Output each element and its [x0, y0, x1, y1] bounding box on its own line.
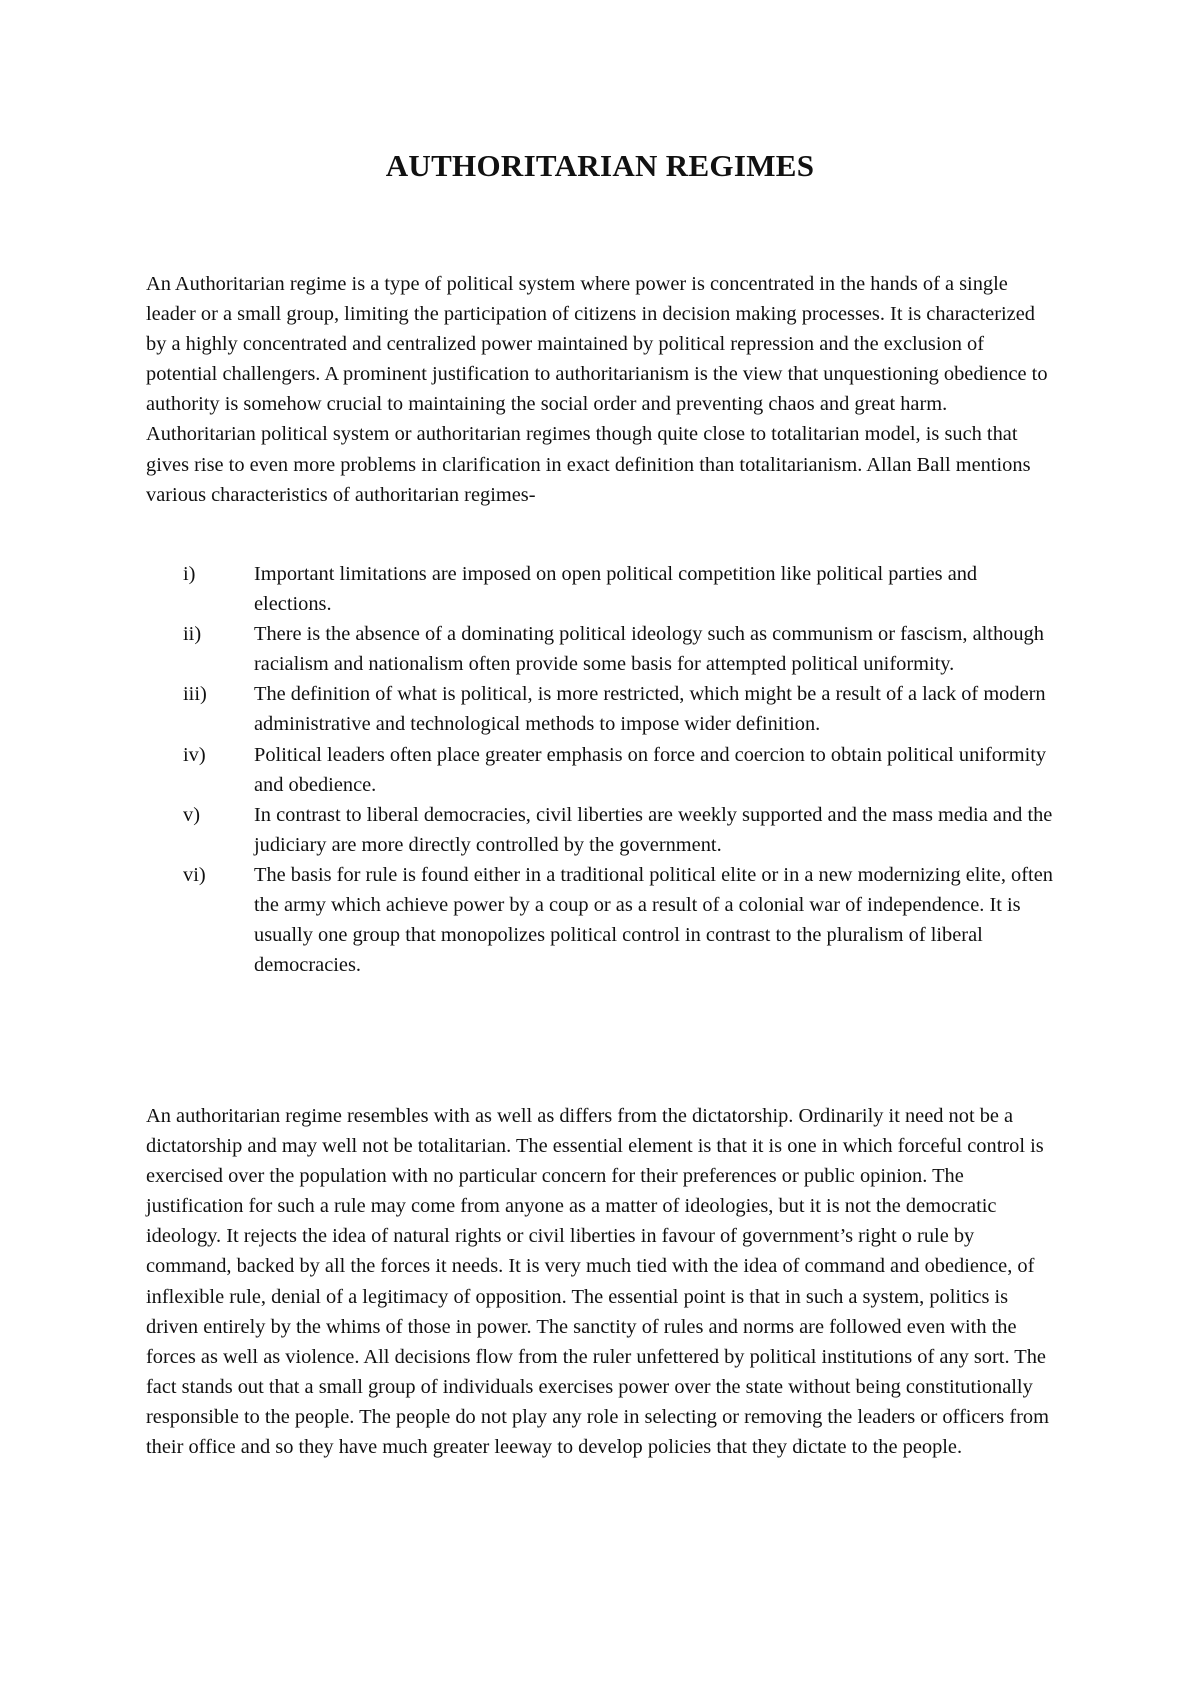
list-item-text: Important limitations are imposed on open political competition like political parties and elections.: [254, 563, 978, 616]
list-item-number: i): [183, 563, 196, 585]
list-item-number: v): [183, 803, 200, 826]
list-item-number: iii): [183, 683, 207, 706]
list-item: [146, 679, 1056, 739]
document-title: AUTHORITARIAN REGIMES: [385, 148, 815, 183]
list-item: [146, 559, 1056, 619]
list-item-number: iv): [183, 743, 206, 766]
list-item-number: vi): [183, 863, 206, 886]
intro-paragraph: An Authoritarian regime is a type of political system where power is concentrated in the hands of a single leader or a small group, limiting the participation of citizens in decision making processes. It is characterized by a highly concentrated and centralized power maintained by political repression and the exclusion of potential challengers. A prominent justification to authoritarianism is the view that unquestioning obedience to authority is somehow crucial to maintaining the social order and preventing chaos and great harm. Authoritarian political system or authoritarian regimes though quite close to totalitarian model, is such that gives rise to even more problems in clarification in exact definition than totalitarianism. Allan Ball mentions various characteristics of authoritarian regimes-: [146, 273, 1048, 506]
list-item-text: There is the absence of a dominating political ideology such as communism or fascism, although racialism and nationalism often provide some basis for attempted political uniformity.: [254, 623, 1044, 676]
list-item-text: The basis for rule is found either in a traditional political elite or in a new modernizing elite, often the army which achieve power by a coup or as a result of a colonial war of independence. It is usually one group that monopolizes political control in contrast to the pluralism of liberal democracies.: [254, 863, 1053, 977]
list-item: [146, 619, 1056, 679]
list-item-number: ii): [183, 623, 202, 646]
list-item-text: Political leaders often place greater emphasis on force and coercion to obtain political uniformity and obedience.: [254, 743, 1047, 796]
list-item-text: In contrast to liberal democracies, civil liberties are weekly supported and the mass media and the judiciary are more directly controlled by the government.: [254, 803, 1053, 856]
list-item: [146, 800, 1056, 860]
list-item-text: The definition of what is political, is more restricted, which might be a result of a lack of modern administrative and technological methods to impose wider definition.: [254, 683, 1046, 736]
characteristics-list: [146, 559, 1056, 980]
second-paragraph: An authoritarian regime resembles with as well as differs from the dictatorship. Ordinarily it need not be a dictatorship and may well not be totalitarian. The essential element is that it is one in which forceful control is exercised over the population with no particular concern for their preferences or public opinion. The justification for such a rule may come from anyone as a matter of ideologies, but it is not the democratic ideology. It rejects the idea of natural rights or civil liberties in favour of government’s right o rule by command, backed by all the forces it needs. It is very much tied with the idea of command and obedience, of inflexible rule, denial of a legitimacy of opposition. The essential point is that in such a system, politics is driven entirely by the whims of those in power. The sanctity of rules and norms are followed even with the forces as well as violence. All decisions flow from the ruler unfettered by political institutions of any sort. The fact stands out that a small group of individuals exercises power over the state without being constitutionally responsible to the people. The people do not play any role in selecting or removing the leaders or officers from their office and so they have much greater leeway to develop policies that they dictate to the people.: [146, 1105, 1049, 1459]
list-item: [146, 860, 1056, 980]
list-item: [146, 740, 1056, 800]
